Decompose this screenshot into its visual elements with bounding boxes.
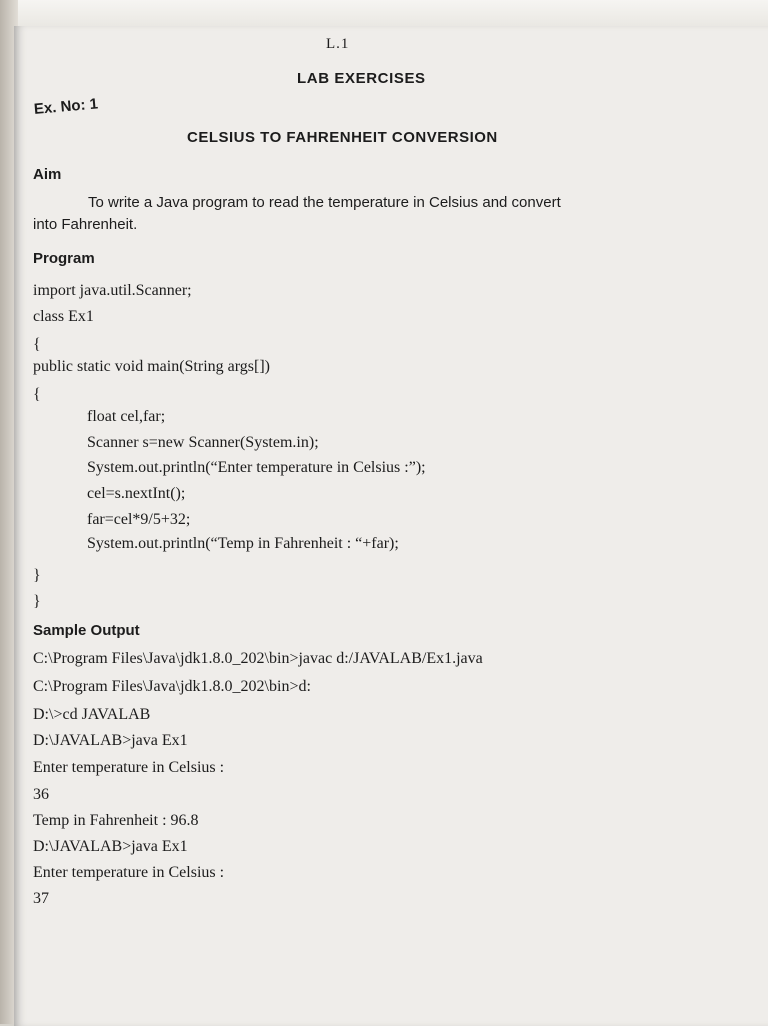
code-line: { xyxy=(33,336,41,353)
code-line: public static void main(String args[]) xyxy=(33,358,270,375)
code-line: System.out.println(“Temp in Fahrenheit : “+far); xyxy=(87,535,399,552)
code-line: far=cel*9/5+32; xyxy=(87,511,191,528)
code-line: { xyxy=(33,386,41,403)
aim-text-line2: into Fahrenheit. xyxy=(33,216,138,233)
aim-heading: Aim xyxy=(33,166,62,183)
code-line: cel=s.nextInt(); xyxy=(87,485,186,502)
exercise-title: CELSIUS TO FAHRENHEIT CONVERSION xyxy=(187,129,498,146)
output-line: 36 xyxy=(33,786,49,803)
output-line: Temp in Fahrenheit : 96.8 xyxy=(33,812,199,829)
top-edge xyxy=(0,0,768,28)
exercise-number: Ex. No: 1 xyxy=(33,95,99,118)
code-line: import java.util.Scanner; xyxy=(33,282,192,299)
aim-text-line1: To write a Java program to read the temperature in Celsius and convert xyxy=(88,194,561,211)
code-line: float cel,far; xyxy=(87,408,166,425)
code-line: class Ex1 xyxy=(33,308,94,325)
code-line: Scanner s=new Scanner(System.in); xyxy=(87,434,319,451)
output-line: D:\JAVALAB>java Ex1 xyxy=(33,732,188,749)
output-line: D:\>cd JAVALAB xyxy=(33,706,151,723)
output-line: C:\Program Files\Java\jdk1.8.0_202\bin>d: xyxy=(33,678,311,695)
program-heading: Program xyxy=(33,250,95,267)
sample-output-heading: Sample Output xyxy=(33,622,140,639)
output-line: Enter temperature in Celsius : xyxy=(33,759,225,776)
output-line: Enter temperature in Celsius : xyxy=(33,864,225,881)
page-number: L.1 xyxy=(326,36,350,52)
code-line: } xyxy=(33,593,41,610)
code-line: System.out.println(“Enter temperature in Celsius :”); xyxy=(87,459,426,476)
output-line: C:\Program Files\Java\jdk1.8.0_202\bin>javac d:/JAVALAB/Ex1.java xyxy=(33,650,483,667)
output-line: D:\JAVALAB>java Ex1 xyxy=(33,838,188,855)
section-title: LAB EXERCISES xyxy=(297,70,426,87)
code-line: } xyxy=(33,567,41,584)
output-line: 37 xyxy=(33,890,49,907)
